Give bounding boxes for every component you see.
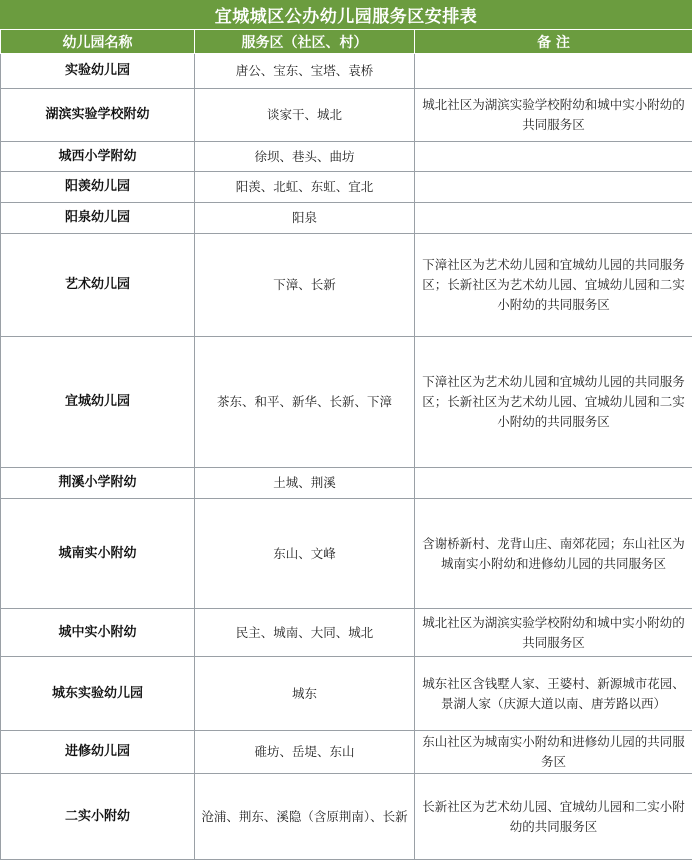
notes — [415, 468, 692, 499]
service-area: 碓坊、岳堤、东山 — [195, 731, 415, 774]
table-row — [1, 234, 692, 337]
service-area: 阳泉 — [195, 203, 415, 234]
notes: 下漳社区为艺术幼儿园和宜城幼儿园的共同服务区；长新社区为艺术幼儿园、宜城幼儿园和二实小附幼的共同服务区 — [415, 337, 692, 468]
header-notes: 备 注 — [415, 30, 692, 54]
notes — [415, 172, 692, 203]
kindergarten-name: 阳羡幼儿园 — [1, 172, 195, 203]
table-row — [1, 337, 692, 468]
kindergarten-name: 城东实验幼儿园 — [1, 657, 195, 731]
service-area: 沧浦、荆东、溪隐（含原荆南）、长新 — [195, 774, 415, 860]
notes — [415, 142, 692, 172]
service-area-table — [0, 29, 692, 860]
table-row — [1, 609, 692, 657]
table-row — [1, 172, 692, 203]
table-row — [1, 468, 692, 499]
service-area: 谈家干、城北 — [195, 89, 415, 142]
service-area: 唐公、宝东、宝塔、袁桥 — [195, 54, 415, 89]
kindergarten-name: 湖滨实验学校附幼 — [1, 89, 195, 142]
table-row — [1, 731, 692, 774]
kindergarten-name: 艺术幼儿园 — [1, 234, 195, 337]
service-area: 城东 — [195, 657, 415, 731]
notes: 长新社区为艺术幼儿园、宜城幼儿园和二实小附幼的共同服务区 — [415, 774, 692, 860]
kindergarten-name: 城南实小附幼 — [1, 499, 195, 609]
table-row — [1, 142, 692, 172]
table-row — [1, 657, 692, 731]
kindergarten-name: 进修幼儿园 — [1, 731, 195, 774]
table-row — [1, 774, 692, 860]
table-row — [1, 499, 692, 609]
kindergarten-name: 荆溪小学附幼 — [1, 468, 195, 499]
kindergarten-name: 城中实小附幼 — [1, 609, 195, 657]
service-area: 茶东、和平、新华、长新、下漳 — [195, 337, 415, 468]
kindergarten-name: 实验幼儿园 — [1, 54, 195, 89]
notes — [415, 54, 692, 89]
header-name: 幼儿园名称 — [1, 30, 195, 54]
kindergarten-name: 宜城幼儿园 — [1, 337, 195, 468]
notes: 城东社区含钱墅人家、王婆村、新源城市花园、景湖人家（庆源大道以南、唐芳路以西） — [415, 657, 692, 731]
notes: 城北社区为湖滨实验学校附幼和城中实小附幼的共同服务区 — [415, 89, 692, 142]
service-area: 阳羡、北虹、东虹、宜北 — [195, 172, 415, 203]
notes: 城北社区为湖滨实验学校附幼和城中实小附幼的共同服务区 — [415, 609, 692, 657]
kindergarten-name: 二实小附幼 — [1, 774, 195, 860]
header-row — [1, 30, 692, 54]
service-area: 东山、文峰 — [195, 499, 415, 609]
service-area: 民主、城南、大同、城北 — [195, 609, 415, 657]
table-title: 宜城城区公办幼儿园服务区安排表 — [0, 0, 692, 29]
table-row — [1, 54, 692, 89]
notes — [415, 203, 692, 234]
table-row — [1, 89, 692, 142]
table-row — [1, 203, 692, 234]
notes: 东山社区为城南实小附幼和进修幼儿园的共同服务区 — [415, 731, 692, 774]
kindergarten-name: 城西小学附幼 — [1, 142, 195, 172]
service-area: 下漳、长新 — [195, 234, 415, 337]
service-area: 土城、荆溪 — [195, 468, 415, 499]
kindergarten-name: 阳泉幼儿园 — [1, 203, 195, 234]
service-area: 徐坝、巷头、曲坊 — [195, 142, 415, 172]
notes: 含谢桥新村、龙背山庄、南郊花园；东山社区为城南实小附幼和进修幼儿园的共同服务区 — [415, 499, 692, 609]
header-area: 服务区（社区、村） — [195, 30, 415, 54]
notes: 下漳社区为艺术幼儿园和宜城幼儿园的共同服务区；长新社区为艺术幼儿园、宜城幼儿园和二实小附幼的共同服务区 — [415, 234, 692, 337]
